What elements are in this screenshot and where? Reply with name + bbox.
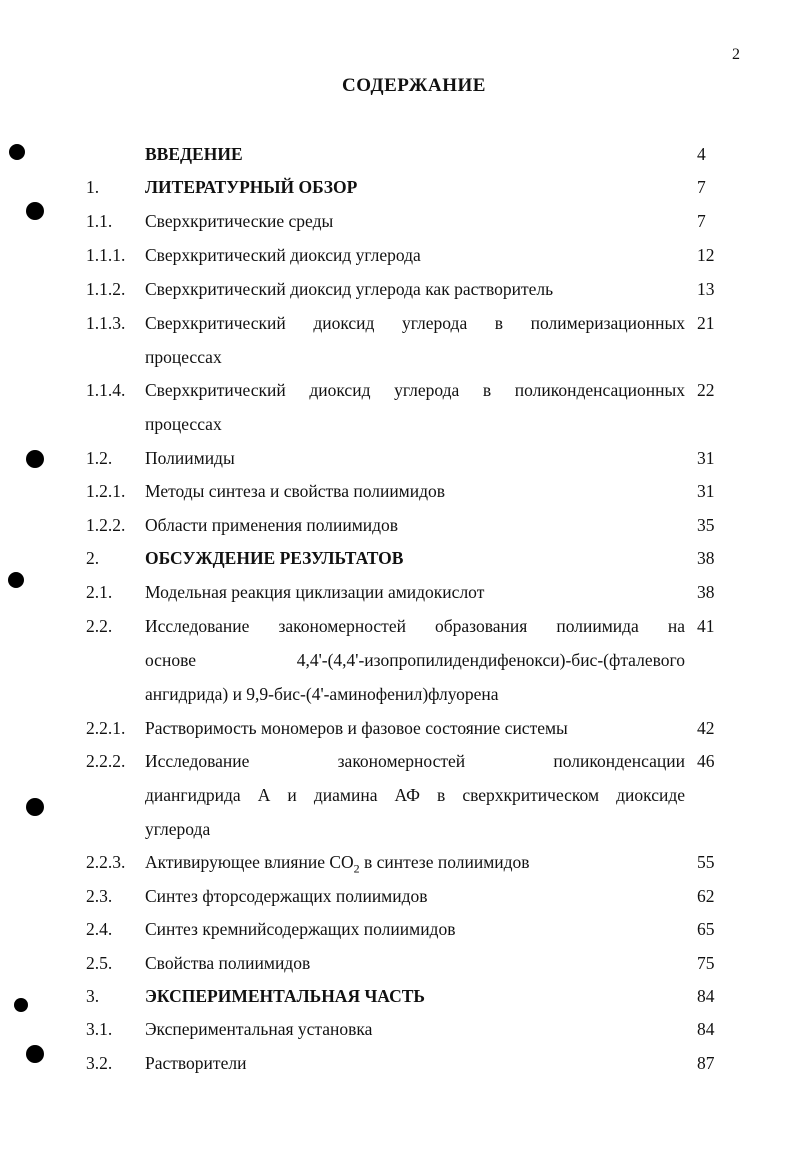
page-title: СОДЕРЖАНИЕ xyxy=(342,75,486,96)
toc-entry-number: 3.1. xyxy=(86,1019,113,1039)
toc-entry-page: 87 xyxy=(697,1053,715,1073)
toc-entry-page: 84 xyxy=(697,986,715,1006)
toc-entry-text: ЛИТЕРАТУРНЫЙ ОБЗОР xyxy=(145,177,358,197)
toc-entry-number: 2.2.2. xyxy=(86,751,126,771)
toc-entry-page: 62 xyxy=(697,886,715,906)
toc-entry-page: 31 xyxy=(697,481,715,501)
toc-entry-text-part: Активирующее влияние CO xyxy=(145,852,354,872)
toc-entry-text: Синтез фторсодержащих полиимидов xyxy=(145,886,428,906)
toc-entry-number: 1.1.4. xyxy=(86,380,126,400)
toc-entry-text: Исследование закономерностей образования полиимида на xyxy=(145,616,685,636)
toc-entry-text: Модельная реакция циклизации амидокислот xyxy=(145,582,485,602)
toc-entry-page: 38 xyxy=(697,548,715,568)
toc-entry-text: Свойства полиимидов xyxy=(145,953,311,973)
toc-entry-page: 31 xyxy=(697,448,715,468)
toc-entry-page: 55 xyxy=(697,852,715,872)
toc-entry-page: 21 xyxy=(697,313,715,333)
toc-entry-text: Сверхкритический диоксид углерода xyxy=(145,245,421,265)
toc-entry-page: 41 xyxy=(697,616,715,636)
toc-entry-text: ЭКСПЕРИМЕНТАЛЬНАЯ ЧАСТЬ xyxy=(145,986,425,1006)
toc-entry-page: 12 xyxy=(697,245,715,265)
toc-entry-page: 4 xyxy=(697,144,706,164)
toc-entry-page: 35 xyxy=(697,515,715,535)
subscript: 2 xyxy=(353,861,360,876)
toc-entry-text-continued: основе 4,4'-(4,4'-изопропилидендифенокси)-бис-(фталевого xyxy=(145,650,685,670)
toc-entry-text: ОБСУЖДЕНИЕ РЕЗУЛЬТАТОВ xyxy=(145,548,404,568)
toc-entry-number: 1.1.2. xyxy=(86,279,126,299)
toc-entry-page: 65 xyxy=(697,919,715,939)
toc-entry-text: Исследование закономерностей поликонденсации xyxy=(145,751,685,771)
toc-entry-text: Методы синтеза и свойства полиимидов xyxy=(145,481,446,501)
toc-entry-number: 1.1.1. xyxy=(86,245,126,265)
toc-entry-number: 1.1.3. xyxy=(86,313,126,333)
toc-entry-number: 3.2. xyxy=(86,1053,113,1073)
toc-entry-text: Полиимиды xyxy=(145,448,235,468)
toc-entry-page: 42 xyxy=(697,718,715,738)
toc-entry-number: 2.2. xyxy=(86,616,113,636)
toc-entry-number: 1.2. xyxy=(86,448,113,468)
toc-entry-page: 13 xyxy=(697,279,715,299)
toc-entry-text-continued: ангидрида) и 9,9-бис-(4'-аминофенил)флуорена xyxy=(145,684,499,704)
toc-entry-number: 1.2.1. xyxy=(86,481,126,501)
toc-entry-text: Сверхкритический диоксид углерода в поликонденсационных xyxy=(145,380,685,400)
toc-entry-text-part: в синтезе полиимидов xyxy=(359,852,530,872)
toc-entry-number: 2. xyxy=(86,548,100,568)
toc-entry-text-continued: процессах xyxy=(145,414,222,434)
toc-entry-text: Растворимость мономеров и фазовое состояние системы xyxy=(145,718,568,738)
toc-entry-number: 2.1. xyxy=(86,582,113,602)
toc-entry-page: 38 xyxy=(697,582,715,602)
toc-entry-page: 7 xyxy=(697,177,706,197)
toc-entry-text: Синтез кремнийсодержащих полиимидов xyxy=(145,919,456,939)
toc-entry-text: Сверхкритический диоксид углерода как растворитель xyxy=(145,279,554,299)
toc-entry-number: 1. xyxy=(86,177,100,197)
toc-entry-number: 1.2.2. xyxy=(86,515,126,535)
toc-entry-number: 1.1. xyxy=(86,211,113,231)
toc-entry-page: 22 xyxy=(697,380,715,400)
toc-entry-text-continued: углерода xyxy=(145,819,211,839)
page-number: 2 xyxy=(732,46,740,63)
toc-entry-text-continued: диангидрида А и диамина АФ в сверхкритическом диоксиде xyxy=(145,785,685,805)
toc-entry-page: 46 xyxy=(697,751,715,771)
toc-entry-text-continued: процессах xyxy=(145,347,222,367)
toc-entry-number: 2.5. xyxy=(86,953,113,973)
toc-entry-page: 84 xyxy=(697,1019,715,1039)
toc-entry-number: 2.3. xyxy=(86,886,113,906)
toc-entry-number: 2.4. xyxy=(86,919,113,939)
toc-entry-number: 2.2.1. xyxy=(86,718,126,738)
toc-entry-text: Экспериментальная установка xyxy=(145,1019,373,1039)
toc-entry-text: Сверхкритические среды xyxy=(145,211,334,231)
toc-entry-page: 75 xyxy=(697,953,715,973)
toc-entry-page: 7 xyxy=(697,211,706,231)
toc-entry-number: 3. xyxy=(86,986,100,1006)
toc-entry-text: Области применения полиимидов xyxy=(145,515,399,535)
toc-entry-text: ВВЕДЕНИЕ xyxy=(145,144,243,164)
toc-entry-text xyxy=(145,852,530,879)
toc-entry-number: 2.2.3. xyxy=(86,852,126,872)
toc-entry-text: Растворители xyxy=(145,1053,247,1073)
toc-entry-text: Сверхкритический диоксид углерода в полимеризационных xyxy=(145,313,685,333)
